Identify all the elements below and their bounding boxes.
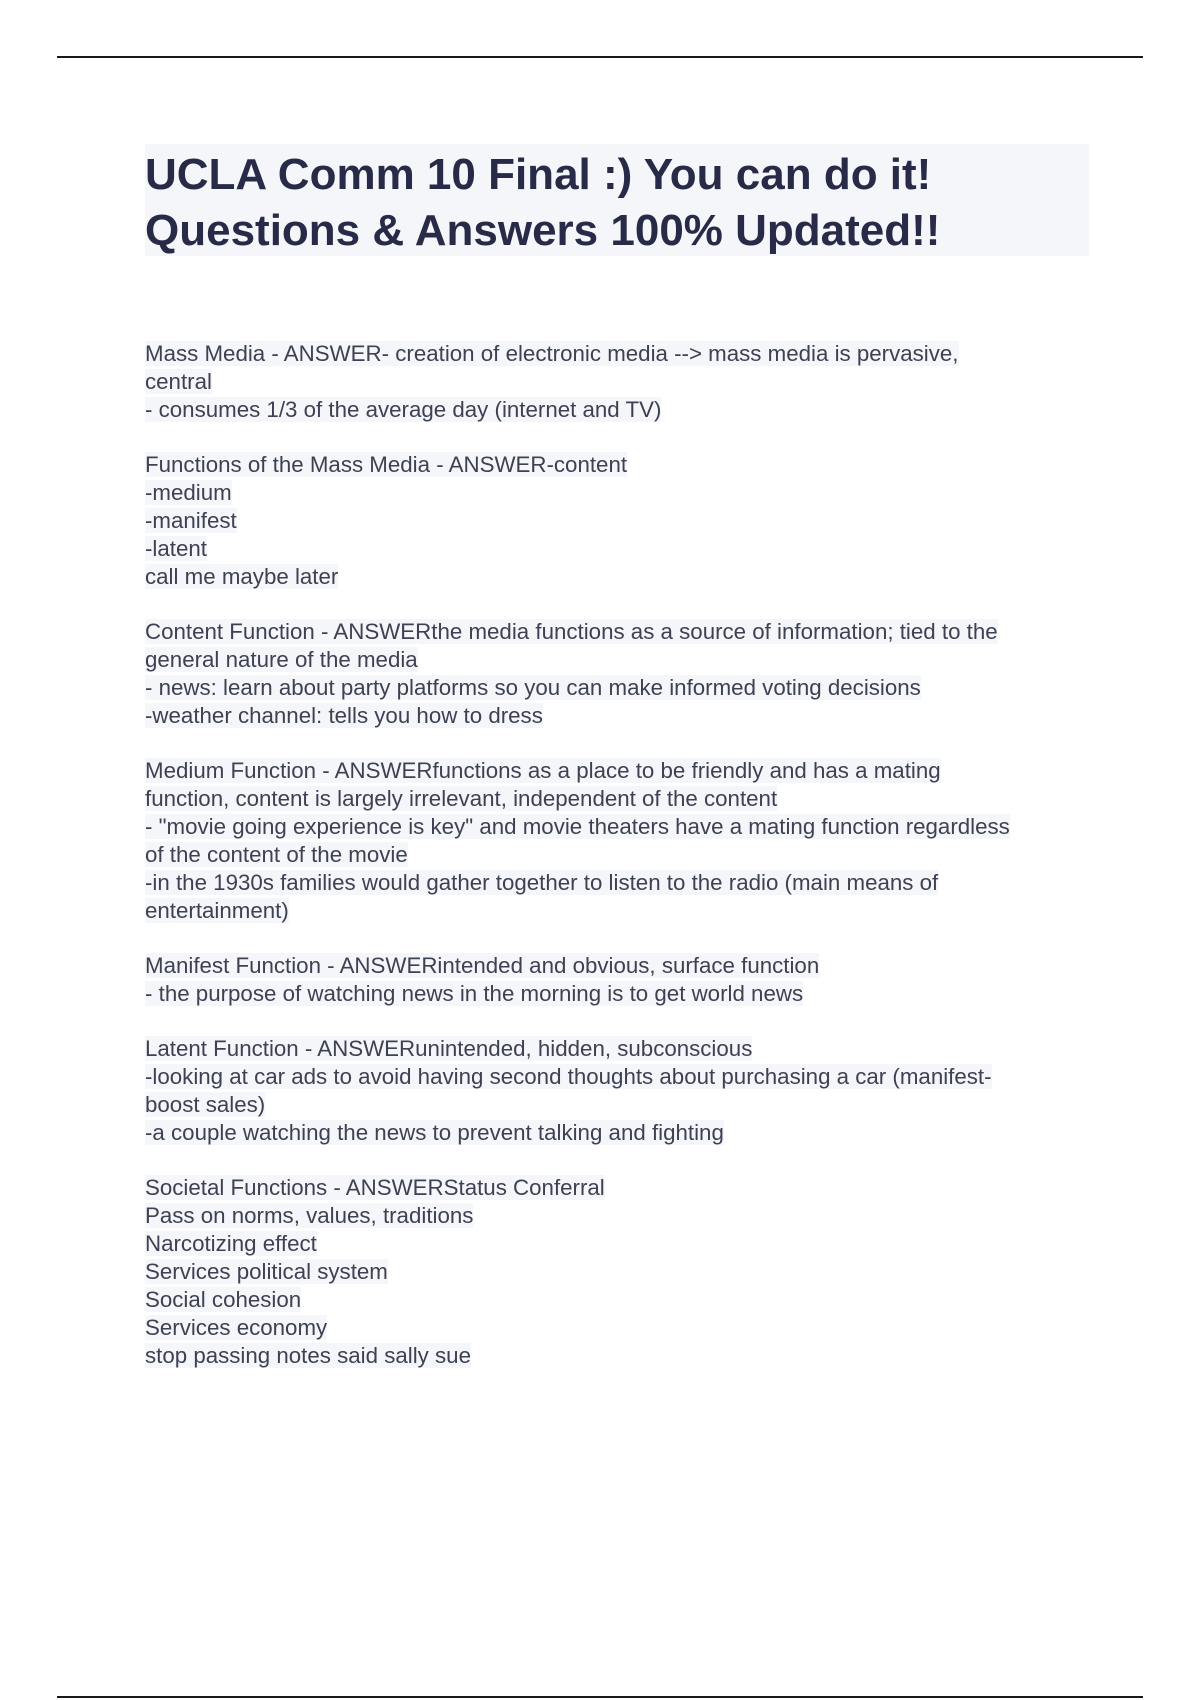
qa-content-function: [145, 618, 1085, 730]
qa-medium-function: [145, 757, 1085, 925]
text-line: Social cohesion: [145, 1287, 302, 1312]
qa-mass-media: [145, 340, 1085, 424]
qa-societal-functions: [145, 1174, 1085, 1370]
text-line: - the purpose of watching news in the morning is to get world news: [145, 981, 804, 1006]
text-line: general nature of the media: [145, 647, 418, 672]
text-line: Narcotizing effect: [145, 1231, 317, 1256]
text-line: - consumes 1/3 of the average day (internet and TV): [145, 397, 662, 422]
text-line: Latent Function - ANSWERunintended, hidden, subconscious: [145, 1036, 753, 1061]
text-line: Content Function - ANSWERthe media functions as a source of information; tied to the: [145, 619, 998, 644]
text-line: - news: learn about party platforms so you can make informed voting decisions: [145, 675, 921, 700]
text-line: stop passing notes said sally sue: [145, 1343, 471, 1368]
text-line: call me maybe later: [145, 564, 339, 589]
text-line: Functions of the Mass Media - ANSWER-content: [145, 452, 628, 477]
text-line: Pass on norms, values, traditions: [145, 1203, 474, 1228]
text-line: -latent: [145, 536, 207, 561]
qa-functions-of-mass-media: [145, 451, 1085, 591]
text-line: Medium Function - ANSWERfunctions as a place to be friendly and has a mating: [145, 758, 941, 783]
qa-latent-function: [145, 1035, 1085, 1147]
title-line-1: UCLA Comm 10 Final :) You can do it!: [145, 150, 932, 199]
text-line: Manifest Function - ANSWERintended and obvious, surface function: [145, 953, 820, 978]
bottom-rule: [57, 1696, 1143, 1698]
text-line: Societal Functions - ANSWERStatus Conferral: [145, 1175, 605, 1200]
text-line: -manifest: [145, 508, 237, 533]
qa-content: [145, 340, 1085, 1397]
text-line: Mass Media - ANSWER- creation of electronic media --> mass media is pervasive,: [145, 341, 959, 366]
text-line: -in the 1930s families would gather together to listen to the radio (main means of: [145, 870, 939, 895]
text-line: - "movie going experience is key" and movie theaters have a mating function regardless: [145, 814, 1010, 839]
text-line: -looking at car ads to avoid having second thoughts about purchasing a car (manifest-: [145, 1064, 992, 1089]
text-line: central: [145, 369, 212, 394]
top-rule: [57, 56, 1143, 58]
text-line: entertainment): [145, 898, 289, 923]
text-line: Services economy: [145, 1315, 328, 1340]
text-line: -weather channel: tells you how to dress: [145, 703, 543, 728]
text-line: function, content is largely irrelevant, independent of the content: [145, 786, 778, 811]
title-line-2: Questions & Answers 100% Updated!!: [145, 206, 941, 255]
text-line: boost sales): [145, 1092, 266, 1117]
text-line: of the content of the movie: [145, 842, 408, 867]
text-line: Services political system: [145, 1259, 388, 1284]
document-title: [145, 144, 1089, 256]
text-line: -a couple watching the news to prevent talking and fighting: [145, 1120, 724, 1145]
qa-manifest-function: [145, 952, 1085, 1008]
text-line: -medium: [145, 480, 232, 505]
